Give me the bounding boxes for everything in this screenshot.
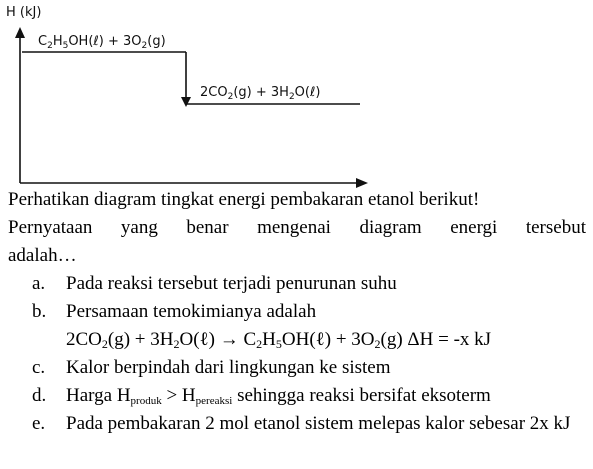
option-text: Harga $H_{produk} > H_{pereaksi}$ sehingga reaksi bersifat eksoterm (66, 385, 491, 407)
option-d[interactable] (8, 382, 586, 410)
option-letter: a. (32, 273, 46, 294)
option-b[interactable] (8, 298, 586, 354)
question-line-2: Pernyataan yang benar mengenai diagram energi tersebut (8, 217, 586, 238)
option-letter: d. (32, 385, 47, 406)
option-text: Persamaan temokimianya adalah (66, 301, 317, 322)
option-text: Kalor berpindah dari lingkungan ke sistem (66, 357, 391, 378)
option-e[interactable] (8, 410, 586, 438)
option-letter: e. (32, 413, 46, 434)
question-line-3: adalah… (8, 245, 77, 266)
option-text: Pada pembakaran 2 mol etanol sistem melepas kalor sebesar 2x kJ (66, 413, 571, 434)
option-text: Pada reaksi tersebut terjadi penurunan suhu (66, 273, 397, 294)
y-axis-arrowhead (15, 27, 25, 38)
thermochemical-equation: $2CO_2(g)$ + $3H_2O(\ell)$ → $C_2H_5OH(\ell) + 3O_2(g) \Delta H = -x$ kJ (66, 329, 492, 351)
option-letter: c. (32, 357, 46, 378)
product-formula: $2CO_2(g)$ + $3H_2O(\ell)$ (200, 85, 321, 102)
question-text (8, 186, 586, 438)
option-letter: b. (32, 301, 47, 322)
reactant-formula: $C_2H_5OH(\ell) + 3O_2(g)$ (38, 34, 166, 51)
energy-level-diagram (0, 0, 593, 190)
y-axis-label: H (kJ) (6, 5, 42, 20)
question-line-1: Perhatikan diagram tingkat energi pembakaran etanol berikut! (8, 189, 480, 210)
option-a[interactable] (8, 270, 586, 298)
answer-options (8, 270, 586, 438)
option-c[interactable] (8, 354, 586, 382)
enthalpy-change-arrowhead (181, 97, 191, 107)
